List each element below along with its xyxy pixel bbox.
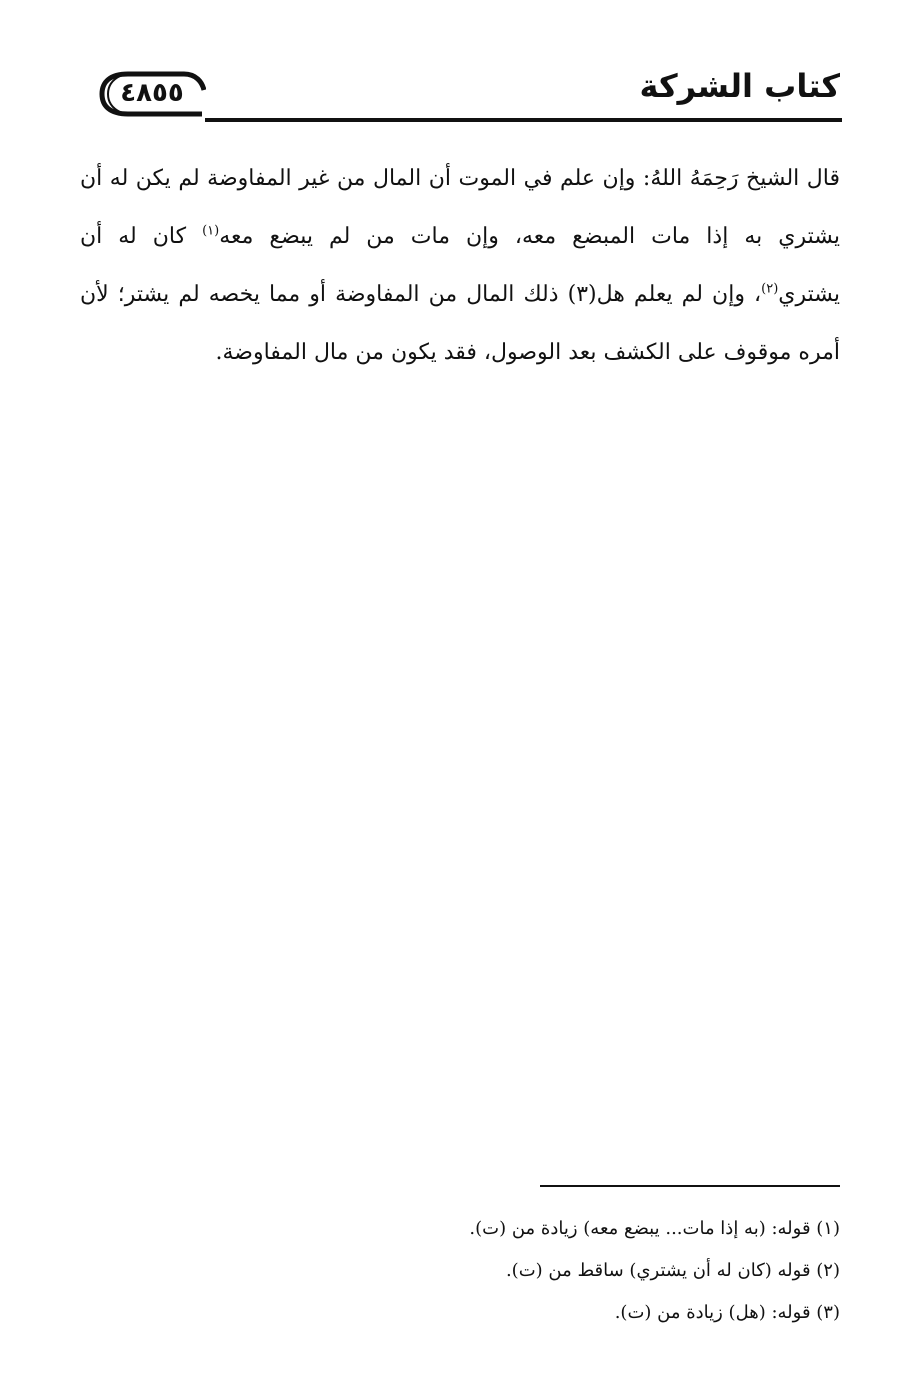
footnote-ref-2[interactable]: (٢) (761, 281, 779, 297)
page-number-badge (98, 70, 206, 118)
footnote-2: (٢) قوله (كان له أن يشتري) ساقط من (ت). (505, 1260, 840, 1281)
body-line-2 (80, 208, 840, 266)
footnote-ref-1[interactable]: (١) (202, 223, 220, 239)
page-number: ٤٨٥٥ (120, 78, 184, 108)
header-rule (205, 118, 842, 122)
footnote-3: (٣) قوله: (هل) زيادة من (ت). (614, 1302, 840, 1323)
footnote-1: (١) قوله: (به إذا مات... يبضع معه) زيادة من (ت). (469, 1218, 840, 1239)
body-line-3 (80, 266, 840, 324)
body-paragraph (80, 150, 840, 382)
body-line-1-text: قال الشيخ رَحِمَهُ اللهُ: وإن علم في الموت أن المال من غير المفاوضة لم يكن له أن (80, 166, 840, 191)
running-title: كتاب الشركة (639, 67, 840, 105)
body-line-4-text: أمره موقوف على الكشف بعد الوصول، فقد يكون من مال المفاوضة. (215, 340, 840, 365)
body-line-1 (80, 150, 840, 208)
body-line-4 (80, 324, 840, 382)
footnotes (80, 1208, 840, 1334)
body-line-2-text: يشتري به إذا مات المبضع معه، وإن مات من لم يبضع معه (219, 224, 840, 249)
body-line-3-text-end: ، وإن لم يعلم هل(٣) ذلك المال من المفاوضة أو مما يخصه لم يشتر؛ لأن (80, 282, 762, 307)
body-line-3-text: يشتري (778, 282, 841, 307)
body-line-2-text-end: كان له أن (80, 224, 203, 249)
footnote-rule (540, 1185, 840, 1187)
